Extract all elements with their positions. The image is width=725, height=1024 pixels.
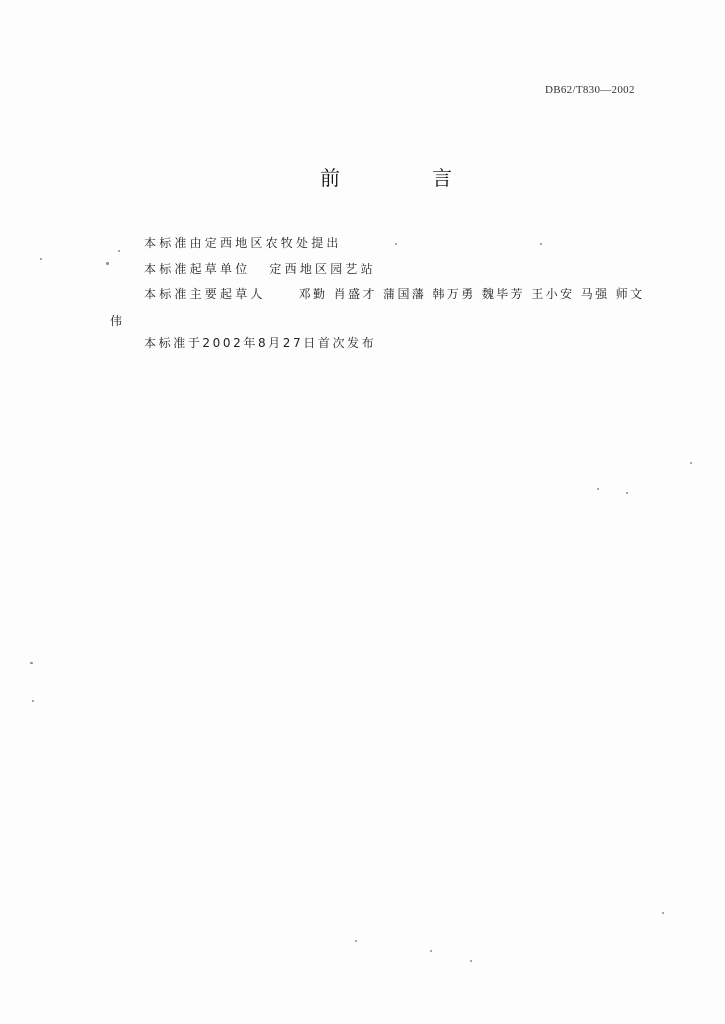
proposer-line: 本标准由定西地区农牧处提出: [144, 236, 342, 250]
title-char-1: 前: [320, 166, 340, 190]
scan-speck: [626, 492, 628, 494]
scan-speck: [355, 940, 357, 942]
scan-speck: [40, 258, 42, 260]
scan-speck: [395, 243, 397, 245]
drafters-label: 本标准主要起草人: [144, 287, 266, 301]
scan-speck: [32, 700, 34, 702]
scan-speck: [430, 950, 432, 952]
scan-speck: [540, 243, 542, 245]
scan-speck: [118, 250, 120, 252]
scan-speck: [470, 960, 472, 962]
drafters-names: 邓勤 肖盛才 蒲国藩 韩万勇 魏毕芳 王小安 马强 师文: [298, 287, 645, 301]
drafting-unit-value: 定西地区园艺站: [269, 262, 376, 276]
scan-speck: [597, 488, 599, 490]
publication-date-line: 本标准于2002年8月27日首次发布: [144, 336, 377, 350]
drafting-unit-label: 本标准起草单位: [144, 262, 251, 276]
title-char-2: 言: [432, 166, 452, 190]
scan-speck: [106, 262, 109, 265]
drafters-line: [144, 285, 645, 302]
scan-speck: [30, 662, 33, 664]
standard-code: DB62/T830—2002: [545, 84, 635, 96]
drafters-line-continuation: 伟: [110, 314, 126, 328]
scan-speck: [662, 912, 664, 914]
scan-speck: [690, 462, 692, 464]
drafting-unit-line: [144, 260, 376, 277]
